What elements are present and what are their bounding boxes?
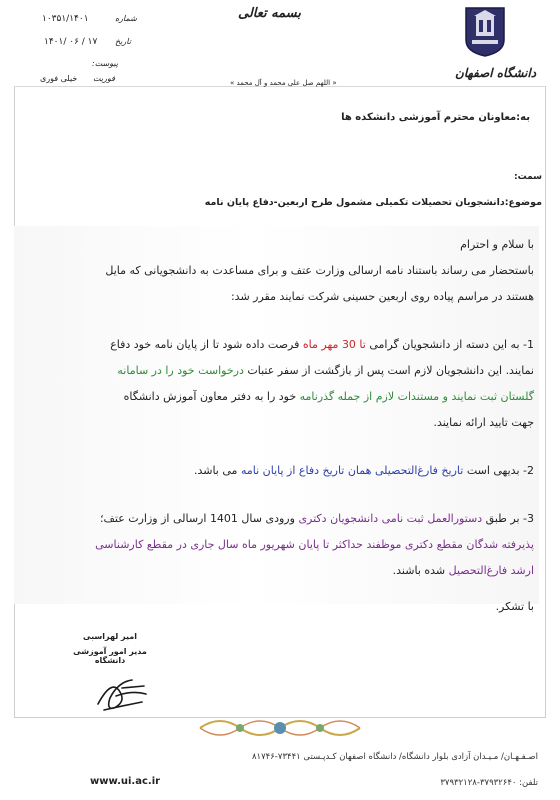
item-3-text: 3- بر طبق [485,512,534,525]
item-3-graduate: ارشد فارغ‌التحصیل [448,564,534,577]
item-2-prefix: 2- بدیهی است [466,464,534,477]
item-1-line-1 [24,332,534,358]
item-2-suffix: می باشد. [193,464,238,477]
number-label: شماره [115,14,137,23]
item-2 [24,458,534,484]
item-3-line-3 [24,558,534,584]
item-3-guideline: دستورالعمل ثبت نامی دانشجویان دکتری [298,512,483,525]
item-1-text: 1- به این دسته از دانشجویان گرامی [369,338,534,351]
university-name: دانشگاه اصفهان [455,66,537,80]
item-1-line-4: جهت تایید ارائه نمایند. [433,416,534,429]
cc-label: سمت: [513,172,542,182]
urgency-value: خیلی فوری [40,74,78,83]
urgency-label: فوریت [93,74,115,83]
item-1-text: فرصت داده شود تا از پایان نامه خود دفاع [110,338,300,351]
signer-title: مدیر امور آموزشی دانشگاه [73,647,147,665]
letter-body [24,232,534,620]
item-1-text: نمایند. این دانشجویان لازم است پس از بازگشت از سفر عتبات [247,364,534,377]
item-3-line-2: پذیرفته شدگان مقطع دکتری موظفند حداکثر تا پایان شهریور ماه سال جاری در مقطع کارشناسی [95,538,534,551]
subject-label: موضوع: [504,197,542,208]
signature-block [60,632,160,665]
item-1-text: خود را به دفتر معاون آموزش دانشگاه [123,390,297,403]
handwritten-signature [92,668,152,714]
intro-line-2: هستند در مراسم پیاده روی اربعین حسینی شرکت نمایند مقرر شد: [230,290,534,303]
item-1-line-3 [24,384,534,410]
addressee: به:معاونان محترم آموزشی دانشکده ها [341,112,530,123]
footer-website[interactable]: www.ui.ac.ir [90,776,161,787]
subject-text: دانشجویان تحصیلات تکمیلی مشمول طرح اربعین-دفاع پایان نامه [204,197,505,208]
decorative-ornament [190,712,370,744]
item-1-line-2 [24,358,534,384]
basmala: بسمه تعالی [238,6,301,21]
closing: با تشکر. [495,600,534,613]
item-2-graduation-date: تاریخ فارغ‌التحصیلی همان تاریخ دفاع از پایان نامه [240,464,464,477]
date-value: ۱۴۰۱/ ۰۶ / ۱۷ [44,37,98,47]
number-value: ۱۰۳۵۱/۱۴۰۱ [42,14,89,24]
item-1-request: درخواست خود را در سامانه [117,364,244,377]
greeting: با سلام و احترام [460,238,534,251]
salawat-text: « اللهم صل علی محمد و آل محمد » [230,79,337,87]
university-logo-icon [462,6,508,58]
item-1-deadline: تا 30 مهر ماه [302,338,366,351]
date-label: تاریخ [115,37,131,46]
item-3-text: ورودی سال 1401 ارسالی از وزارت عتف؛ [100,512,295,525]
attachment-label: پیوست: [92,59,119,68]
item-3-line-1 [24,506,534,532]
intro-line-1: باستحضار می رساند باستناد نامه ارسالی وزارت عتف و برای مساعدت به دانشجویانی که مایل [105,264,534,277]
subject-line [205,197,542,208]
footer-phone: تلفن: ۳۷۹۳۲۶۴۰-۳۷۹۳۲۱۲۸ [440,778,538,788]
footer-address: اصـفـهـان/ مـیـدان آزادی بلوار دانشگاه/ دانشگاه اصفهان کـدپـستی ۷۳۴۴۱-۸۱۷۴۶ [251,752,538,762]
item-1-golestan: گلستان ثبت نمایند و مستندات لازم از جمله گذرنامه [299,390,534,403]
item-3-text: شده باشند. [392,564,446,577]
signer-name: امیر لهراسبی [83,632,137,641]
